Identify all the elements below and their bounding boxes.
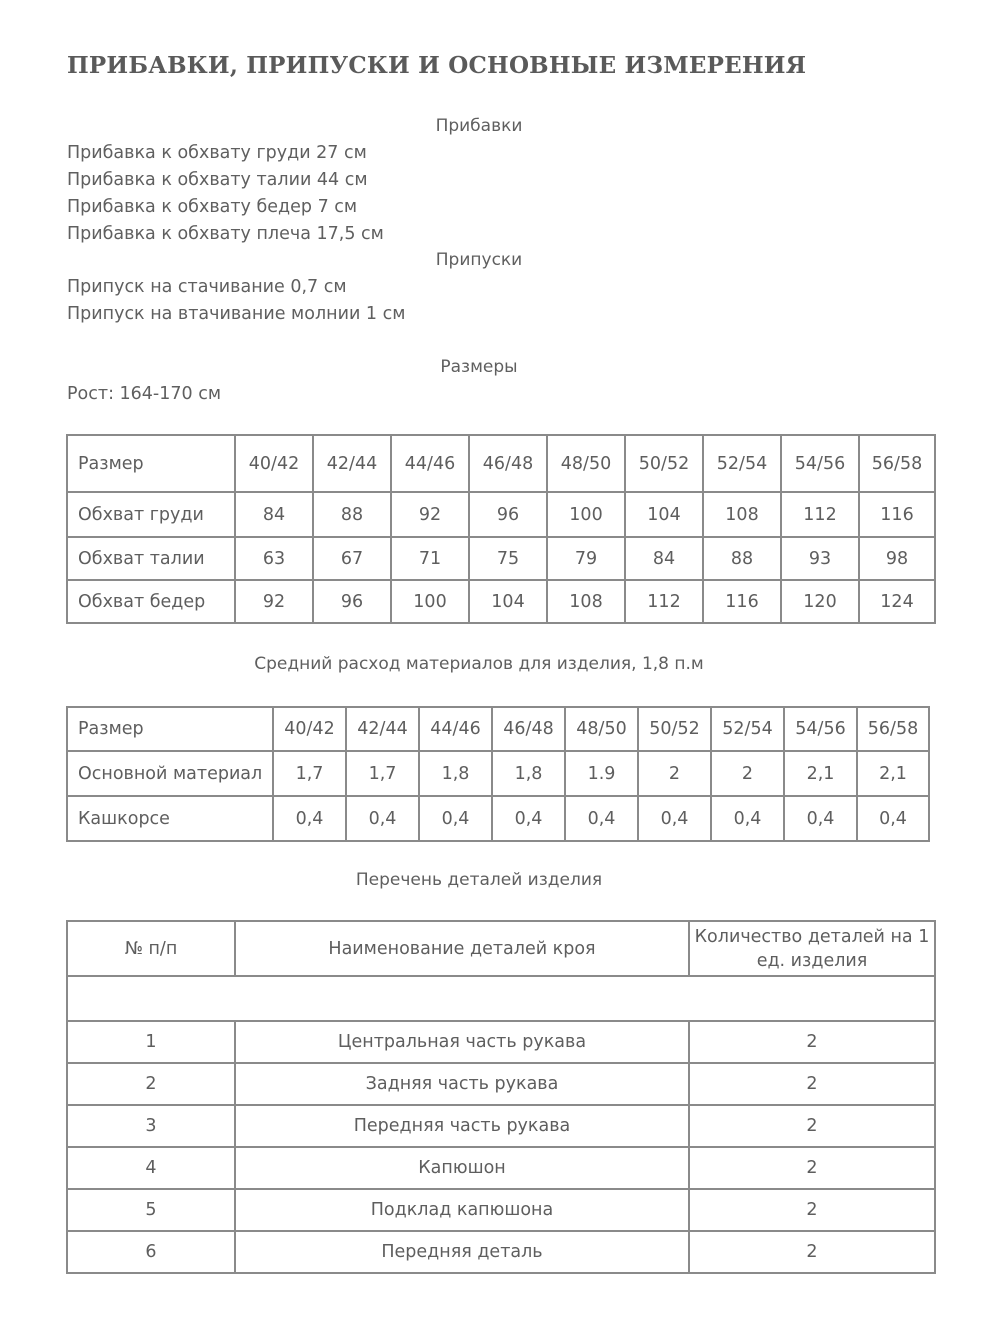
size-column-header: 54/56 (781, 435, 859, 492)
table-cell: 71 (391, 537, 469, 580)
table-cell: 0,4 (711, 796, 784, 841)
row-label: Обхват бедер (67, 580, 235, 623)
size-column-header: 42/44 (346, 707, 419, 751)
table-row (67, 580, 935, 623)
table-cell: 88 (703, 537, 781, 580)
part-number: 4 (67, 1147, 235, 1189)
table-row (67, 1147, 935, 1189)
table-cell: 112 (781, 492, 859, 537)
size-column-header: 44/46 (391, 435, 469, 492)
allowance-line: Прибавка к обхвату талии 44 см (67, 170, 368, 190)
table-cell: 75 (469, 537, 547, 580)
table-cell: 2 (638, 751, 711, 796)
table-row (67, 1189, 935, 1231)
table-cell: 1,7 (273, 751, 346, 796)
table-cell: 0,4 (857, 796, 929, 841)
size-column-header: 50/52 (625, 435, 703, 492)
table-cell: 0,4 (638, 796, 711, 841)
table-cell: 63 (235, 537, 313, 580)
empty-cell (67, 976, 935, 1021)
column-header-quantity: Количество деталей на 1 ед. изделия (689, 921, 935, 976)
table-cell: 79 (547, 537, 625, 580)
part-quantity: 2 (689, 1063, 935, 1105)
table-cell: 100 (391, 580, 469, 623)
allowance-line: Прибавка к обхвату груди 27 см (67, 143, 367, 163)
parts-table (66, 920, 936, 1274)
part-name: Передняя деталь (235, 1231, 689, 1273)
table-cell: 67 (313, 537, 391, 580)
table-cell: 98 (859, 537, 935, 580)
table-cell: 124 (859, 580, 935, 623)
table-cell: 104 (625, 492, 703, 537)
size-column-header: 54/56 (784, 707, 857, 751)
table-row (67, 1063, 935, 1105)
sizes-header-row (67, 435, 935, 492)
column-header-number: № п/п (67, 921, 235, 976)
table-cell: 1,8 (492, 751, 565, 796)
part-quantity: 2 (689, 1231, 935, 1273)
table-cell: 0,4 (419, 796, 492, 841)
allowance-line: Прибавка к обхвату плеча 17,5 см (67, 224, 384, 244)
table-row (67, 492, 935, 537)
table-cell: 100 (547, 492, 625, 537)
table-cell: 92 (391, 492, 469, 537)
table-cell: 88 (313, 492, 391, 537)
sizes-heading: Размеры (440, 357, 518, 377)
table-cell: 120 (781, 580, 859, 623)
size-column-header: 40/42 (273, 707, 346, 751)
row-label: Основной материал (67, 751, 273, 796)
part-number: 1 (67, 1021, 235, 1063)
row-label: Кашкорсе (67, 796, 273, 841)
table-cell: 104 (469, 580, 547, 623)
table-cell: 92 (235, 580, 313, 623)
table-cell: 2,1 (784, 751, 857, 796)
table-cell: 108 (703, 492, 781, 537)
page-title: ПРИБАВКИ, ПРИПУСКИ И ОСНОВНЫЕ ИЗМЕРЕНИЯ (67, 52, 807, 79)
size-column-header: 46/48 (492, 707, 565, 751)
size-column-header: 52/54 (711, 707, 784, 751)
part-name: Передняя часть рукава (235, 1105, 689, 1147)
size-column-header: 48/50 (547, 435, 625, 492)
seam-allowance-line: Припуск на стачивание 0,7 см (67, 277, 347, 297)
size-column-header: 40/42 (235, 435, 313, 492)
size-column-header: 44/46 (419, 707, 492, 751)
allowance-line: Прибавка к обхвату бедер 7 см (67, 197, 358, 217)
table-cell: 1,7 (346, 751, 419, 796)
table-row (67, 1021, 935, 1063)
materials-table (66, 706, 930, 842)
table-row (67, 1105, 935, 1147)
size-column-header: 56/58 (857, 707, 929, 751)
table-row (67, 1231, 935, 1273)
table-cell: 2,1 (857, 751, 929, 796)
part-name: Центральная часть рукава (235, 1021, 689, 1063)
table-cell: 116 (703, 580, 781, 623)
part-name: Подклад капюшона (235, 1189, 689, 1231)
column-header-name: Наименование деталей кроя (235, 921, 689, 976)
size-column-header: 52/54 (703, 435, 781, 492)
part-number: 5 (67, 1189, 235, 1231)
part-number: 6 (67, 1231, 235, 1273)
materials-header-row (67, 707, 929, 751)
size-column-header: 46/48 (469, 435, 547, 492)
table-cell: 93 (781, 537, 859, 580)
materials-heading: Средний расход материалов для изделия, 1,8 п.м (254, 654, 704, 674)
part-name: Капюшон (235, 1147, 689, 1189)
table-cell: 0,4 (492, 796, 565, 841)
table-cell: 112 (625, 580, 703, 623)
table-cell: 0,4 (346, 796, 419, 841)
empty-row (67, 976, 935, 1021)
table-row (67, 796, 929, 841)
table-cell: 0,4 (273, 796, 346, 841)
part-quantity: 2 (689, 1147, 935, 1189)
size-column-header: 50/52 (638, 707, 711, 751)
size-header-label: Размер (67, 435, 235, 492)
parts-header-row (67, 921, 935, 976)
seam-allowance-line: Припуск на втачивание молнии 1 см (67, 304, 406, 324)
size-column-header: 42/44 (313, 435, 391, 492)
parts-heading: Перечень деталей изделия (355, 870, 603, 890)
part-number: 3 (67, 1105, 235, 1147)
height-range: Рост: 164-170 см (67, 384, 222, 404)
part-quantity: 2 (689, 1189, 935, 1231)
table-cell: 1,8 (419, 751, 492, 796)
table-cell: 96 (313, 580, 391, 623)
sizes-table (66, 434, 936, 624)
part-number: 2 (67, 1063, 235, 1105)
table-cell: 2 (711, 751, 784, 796)
table-row (67, 537, 935, 580)
table-cell: 108 (547, 580, 625, 623)
part-name: Задняя часть рукава (235, 1063, 689, 1105)
table-cell: 0,4 (565, 796, 638, 841)
table-cell: 0,4 (784, 796, 857, 841)
allowances-heading: Прибавки (435, 116, 523, 136)
table-cell: 84 (235, 492, 313, 537)
table-cell: 116 (859, 492, 935, 537)
size-column-header: 56/58 (859, 435, 935, 492)
size-header-label: Размер (67, 707, 273, 751)
seam-allowances-heading: Припуски (435, 250, 523, 270)
row-label: Обхват груди (67, 492, 235, 537)
table-cell: 96 (469, 492, 547, 537)
table-cell: 84 (625, 537, 703, 580)
part-quantity: 2 (689, 1105, 935, 1147)
part-quantity: 2 (689, 1021, 935, 1063)
table-row (67, 751, 929, 796)
size-column-header: 48/50 (565, 707, 638, 751)
table-cell: 1.9 (565, 751, 638, 796)
row-label: Обхват талии (67, 537, 235, 580)
